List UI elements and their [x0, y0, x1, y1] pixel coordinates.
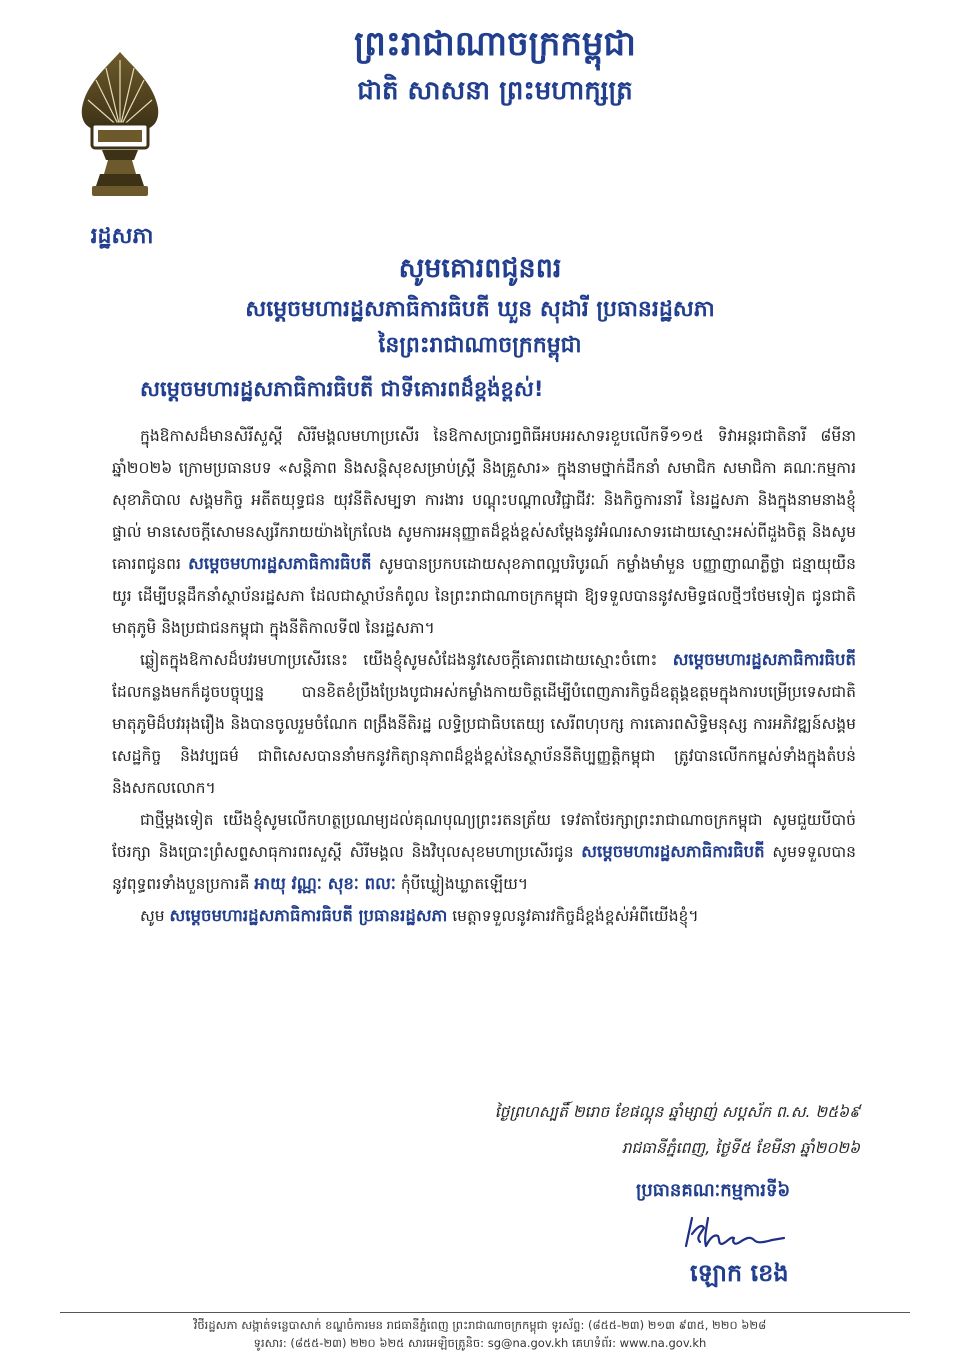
letter-body [112, 420, 856, 932]
paragraph-text: សូមទទួលបាននូវពុទ្ធពរទាំងបួនប្រការគឺ [112, 843, 856, 893]
signer-name: ឡោក ខេង [690, 1259, 789, 1287]
paragraph-text: ជាថ្មីម្តងទៀត យើងខ្ញុំសូមលើកហត្ថប្រណម្យដល់គុណបុណ្យព្រះរតនត្រ័យ ទេវតាថែរក្សាព្រះរាជាណាចក្រកម្ពុជា សូមជួយបីបាច់ថែរក្សា និងប្រោះព្រំសព្ទសាធុការពរសួស្តី សិរីមង្គល និងវិបុលសុខមហាប្រសើរជូន [112, 811, 856, 861]
honorific-highlight: សម្តេចមហារដ្ឋសភាធិការធិបតី [581, 842, 765, 861]
paragraph-text: ដែលកន្លងមកក៏ដូចបច្ចុប្បន្ន បានខិតខំប្រឹងប្រែងបូជាអស់កម្លាំងកាយចិត្តដើម្បីបំពេញភារកិច្ចដ៏ឧត្តុង្គឧត្តមក្នុងការបម្រើប្រទេសជាតិមាតុភូមិដ៏បវររុងរឿង និងបានចូលរួមចំណែក ពង្រឹងនីតិរដ្ឋ លទ្ធិប្រជាធិបតេយ្យ សេរីពហុបក្ស ការគោរពសិទ្ធិមនុស្ស ការអភិវឌ្ឍន៍សង្គម សេដ្ឋកិច្ច និងវប្បធម៌ ជាពិសេសបាននាំមកនូវកិត្យានុភាពដ៏ខ្ពង់ខ្ពស់នៃស្ថាប័ននីតិប្បញ្ញត្តិកម្ពុជា ត្រូវបានលើកកម្ពស់ទាំងក្នុងតំបន់ និងសកលលោក។ [112, 683, 856, 797]
footer-contact: ទូរសារ: (៨៥៥-២៣) ២២០ ៦២៥ សារអេឡិចត្រូនិច: sg@na.gov.kh គេហទំព័រ: www.na.gov.kh [253, 1336, 707, 1350]
honorific-highlight: សម្តេចមហារដ្ឋសភាធិការធិបតី [672, 650, 856, 669]
handwritten-signature [680, 1212, 790, 1256]
salutation: សម្តេចមហារដ្ឋសភាធិការធិបតី ជាទីគោរពដ៏ខ្ពង់ខ្ពស់! [140, 377, 544, 401]
paragraph-text: មេត្តាទទួលនូវគារវកិច្ចដ៏ខ្ពង់ខ្ពស់អំពីយើងខ្ញុំ។ [452, 907, 699, 925]
blessings-highlight: អាយុ វណ្ណៈ សុខៈ ពលៈ [254, 874, 396, 893]
paragraph-4 [112, 900, 856, 932]
greeting-heading: សូមគោរពជូនពរ [398, 253, 562, 284]
national-assembly-emblem-icon [78, 50, 162, 200]
paragraph-text: សូម [140, 907, 165, 925]
honorific-highlight: សម្តេចមហារដ្ឋសភាធិការធិបតី ប្រធានរដ្ឋសភា [169, 906, 448, 925]
honorific-highlight: សម្តេចមហារដ្ឋសភាធិការធិបតី [188, 554, 372, 573]
lunar-date: ថ្ងៃព្រហស្បតិ៍ ២រោច ខែផល្គុន ឆ្នាំម្សាញ់ សប្តស័ក ព.ស. ២៥៦៩ [494, 1103, 860, 1121]
paragraph-text: ក្នុងឱកាសដ៏មានសិរីសួស្តី សិរីមង្គលមហាប្រសើរ នៃឱកាសប្រារព្ធពិធីអបអរសាទរខួបលើកទី១១៥ ទិវាអន្តរជាតិនារី ៨មីនា ឆ្នាំ២០២៦ ក្រោមប្រធានបទ «សន្តិភាព និងសន្តិសុខសម្រាប់ស្ត្រី និងគ្រួសារ» ក្នុងនាមថ្នាក់ដឹកនាំ សមាជិក សមាជិកា គណៈកម្មការសុខាភិបាល សង្គមកិច្ច អតីតយុទ្ធជន យុវនីតិសម្បទា ការងារ បណ្តុះបណ្តាលវិជ្ជាជីវៈ និងកិច្ចការនារី នៃរដ្ឋសភា និងក្នុងនាមនាងខ្ញុំផ្ទាល់ មានសេចក្តីសោមនស្សរីករាយយ៉ាងក្រៃលែង សូមការអនុញ្ញាតដ៏ខ្ពង់ខ្ពស់សម្តែងនូវអំណរសាទរដោយស្មោះអស់ពីដួងចិត្ត និងសូមគោរពជូនពរ [112, 427, 856, 573]
signer-title: ប្រធានគណៈកម្មការទី៦ [636, 1180, 791, 1201]
footer-address: វិថីរដ្ឋសភា សង្កាត់ទន្លេបាសាក់ ខណ្ឌចំការមន រាជធានីភ្នំពេញ ព្រះរាជាណាចក្រកម្ពុជា ទូរស័ព្ទ: (៨៥៥-២៣) ២១៣ ៩៣៥, ២២០ ៦២៨ [193, 1318, 767, 1332]
institution-name: រដ្ឋសភា [90, 224, 154, 249]
solar-date: រាជធានីភ្នំពេញ, ថ្ងៃទី៥ ខែមីនា ឆ្នាំ២០២៦ [621, 1139, 860, 1157]
paragraph-text: សូមបានប្រកបដោយសុខភាពល្អបរិបូរណ៍ កម្លាំងមាំមួន បញ្ញាញាណភ្លឺថ្លា ជន្មាយុយឺនយូរ ដើម្បីបន្តដឹកនាំស្ថាប័នរដ្ឋសភា ដែលជាស្ថាប័នកំពូល នៃព្រះរាជាណាចក្រកម្ពុជា ឱ្យទទួលបាននូវសមិទ្ធផលថ្មីៗថែមទៀត ជូនជាតិមាតុភូមិ និងប្រជាជនកម្ពុជា ក្នុងនីតិកាលទី៧ នៃរដ្ឋសភា។ [112, 555, 857, 637]
recipient-line: សម្តេចមហារដ្ឋសភាធិការធិបតី ឃួន សុដារី ប្រធានរដ្ឋសភា [245, 297, 715, 322]
kingdom-title: ព្រះរាជាណាចក្រកម្ពុជា [354, 24, 636, 64]
paragraph-1 [112, 420, 856, 644]
paragraph-2 [112, 644, 856, 804]
paragraph-text: ឆ្លៀតក្នុងឱកាសដ៏បវរមហាប្រសើរនេះ យើងខ្ញុំសូមសំដែងនូវសេចក្តីគោរពដោយស្មោះចំពោះ [140, 651, 658, 669]
national-motto: ជាតិ សាសនា ព្រះមហាក្សត្រ [357, 76, 633, 106]
paragraph-3 [112, 804, 856, 900]
footer-divider [60, 1312, 910, 1313]
recipient-line-2: នៃព្រះរាជាណាចក្រកម្ពុជា [378, 333, 582, 358]
paragraph-text: កុំបីឃ្លៀងឃ្លាតឡើយ។ [400, 875, 529, 893]
